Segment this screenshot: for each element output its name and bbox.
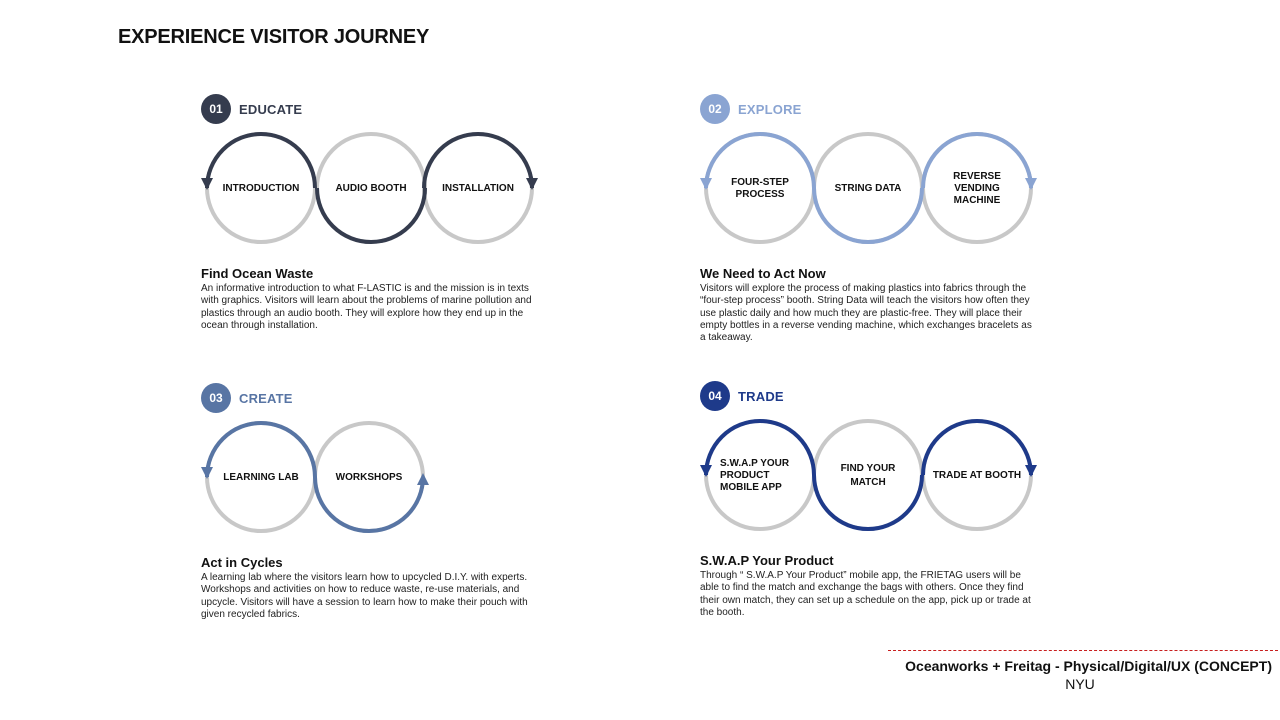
circle-label: TRADE AT BOOTH [932, 470, 1022, 481]
circle-label: FOUR-STEP PROCESS [731, 177, 789, 200]
section-heading: We Need to Act Now [700, 266, 826, 281]
step-badge: 04 [700, 381, 730, 411]
arrow-head-icon [700, 465, 712, 477]
section-header [700, 94, 802, 124]
circle-label: LEARNING LAB [223, 472, 299, 483]
step-badge: 02 [700, 94, 730, 124]
section-header [201, 383, 293, 413]
arrow-head-icon [417, 473, 429, 485]
circle-label: S.W.A.P YOUR PRODUCT MOBILE APP [720, 458, 790, 493]
arrow-head-icon [201, 467, 213, 479]
step-badge: 01 [201, 94, 231, 124]
section-label: EXPLORE [738, 101, 802, 117]
arrow-head-icon [1025, 178, 1037, 190]
circle-label: REVERSE VENDING MACHINE [953, 171, 1001, 206]
section-body: Through “ S.W.A.P Your Product” mobile app, the FRIETAG users will be able to find the match and exchange the bags with others. Once they find their own match, they can set up a schedule on the app, pick up or trade at the booth. [700, 570, 1031, 618]
circle-label: STRING DATA [834, 183, 902, 194]
section-body: Visitors will explore the process of making plastics into fabrics through the “four-step process” booth. String Data will teach the visitors how often they use plastic daily and how much they are plastic-free. They will place their empty bottles in a reverse vending machine, which exchanges bracelets as a takeaway. [700, 283, 1032, 344]
arrow-head-icon [201, 178, 213, 190]
section-label: TRADE [738, 388, 784, 404]
section-heading: Find Ocean Waste [201, 266, 314, 281]
section-heading: Act in Cycles [201, 555, 283, 570]
circle-label: INSTALLATION [442, 183, 514, 194]
section-body: A learning lab where the visitors learn how to upcycled D.I.Y. with experts. Workshops and activities on how to reduce waste, re-use materials, and upcycle. Visitors will have a session to learn how to make their pouch with given recycled fabrics. [201, 572, 528, 620]
arrow-head-icon [700, 178, 712, 190]
step-badge: 03 [201, 383, 231, 413]
section-header [700, 381, 784, 411]
section-trade [700, 381, 1080, 641]
footer-subtitle: NYU [1065, 676, 1095, 692]
arrow-head-icon [526, 178, 538, 190]
section-create [201, 383, 581, 643]
footer-divider [888, 650, 1278, 651]
section-body: An informative introduction to what F-LASTIC is and the mission is in texts with graphics. Visitors will learn about the problems of marine pollution and plastics through an audio booth. They will explore how they end up in the ocean through installation. [201, 283, 532, 331]
page-title: EXPERIENCE VISITOR JOURNEY [118, 26, 430, 48]
section-explore [700, 94, 1080, 354]
circle-label: INTRODUCTION [222, 183, 300, 194]
arrow-head-icon [1025, 465, 1037, 477]
section-educate [201, 94, 581, 354]
circle-label: AUDIO BOOTH [335, 183, 407, 194]
footer-title: Oceanworks + Freitag - Physical/Digital/UX (CONCEPT) [905, 658, 1272, 674]
circle-label: WORKSHOPS [335, 472, 403, 483]
section-label: EDUCATE [239, 101, 303, 117]
section-header [201, 94, 302, 124]
circle-label: FIND YOUR MATCH [840, 463, 896, 488]
section-heading: S.W.A.P Your Product [700, 553, 834, 568]
section-label: CREATE [239, 390, 293, 406]
